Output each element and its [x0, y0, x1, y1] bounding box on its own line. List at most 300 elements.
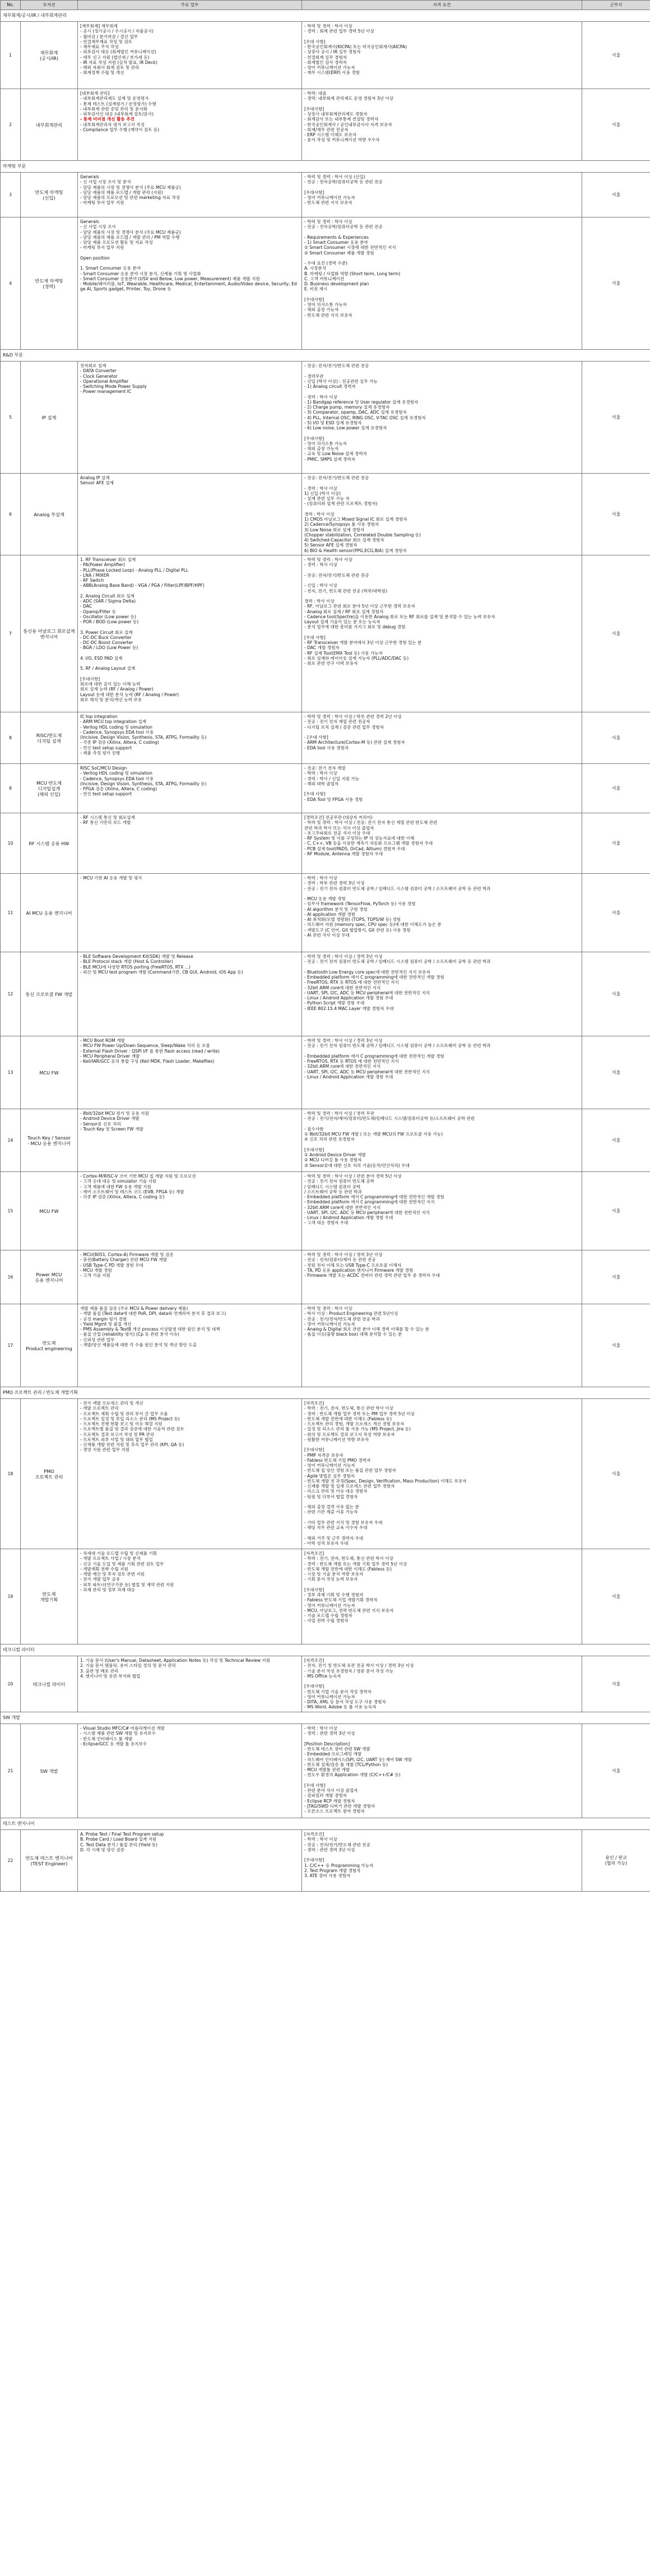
qualification-line: [304, 1049, 579, 1054]
qualification-line: [우대사항]: [304, 1447, 324, 1453]
qualification-line: - MCU 개발툴 관련 개발: [304, 1767, 350, 1772]
qualification-line: - 하드웨어 자원 (memory spec, CPU spec 등)에 대한 이해도가 높은 분: [304, 922, 442, 928]
qualification-line: - AI algorithm 분석 및 구현 경험: [304, 906, 368, 912]
duty-line: - Eclipse/GCC 등 개발 툴 유지보수: [80, 1741, 147, 1746]
duty-line: - 신 사업 시장 조사: [80, 224, 116, 230]
duty-line: - 연산 test setup support: [80, 745, 132, 750]
qualification-line: [304, 1515, 579, 1520]
qualification-line: [304, 578, 579, 583]
qualification-line: - 분석 업무에 대한 흥미를 가지고 회로 및 debug 경험: [304, 624, 406, 630]
qualification-line: - Embedded platform 에서 C programming에 대한 전반적인 지식: [304, 1199, 435, 1205]
section-label: R&D 부문: [1, 350, 650, 362]
duty-line: - Operational Amplifier: [80, 378, 129, 384]
qualification-line: - 1) Smart Consumer 응용 분야: [304, 240, 368, 245]
qualification-line: - 영어 의사소통 가능자: [304, 441, 347, 446]
duty-line: - 프로젝트 진행 현황 보고 및 이슈 해결 지원: [80, 1421, 162, 1426]
job-number: 17: [1, 1304, 21, 1387]
job-duties: [78, 952, 302, 1036]
qualification-line: Layout 설계 기술이 있는 분 또는 능숙자: [304, 619, 380, 624]
qualification-line: - 반도체 개발 전 과정(Spec, Design, Verification, Mass Production) 이해도 보유자: [304, 1478, 467, 1484]
qualification-line: - 신입 (학사 이상) : 전공관련 실무 가능: [304, 378, 378, 384]
duty-line: 4. 엔지니어 및 유관 부서와 협업: [80, 1673, 141, 1679]
duty-line: - Power management IC: [80, 389, 132, 395]
duty-line: - 세무 신고 지원 (법인세 / 부가세 등): [80, 54, 150, 60]
qualification-line: - TA, PD 응용 application 엔지니어 Firmware 개발 경험: [304, 1267, 414, 1273]
job-duties: [78, 1109, 302, 1172]
qualification-line: - 전원 전자 이해 또는 USB Type-C 프로토콜 이해자: [304, 1262, 402, 1268]
qualification-line: [Position Description]: [304, 1741, 350, 1746]
duty-line: - 회계정책 수립 및 개선: [80, 70, 124, 76]
duty-line: - 담당 제품 프로모션 활동 및 자료 작성: [80, 240, 153, 245]
qualification-line: - Fabless 반도체 기업 개발기획 경력자: [304, 1597, 378, 1603]
qualification-line: - 반도체 설계/검증 툴 개발 (TCL/Python 등): [304, 1762, 388, 1767]
qualification-line: [304, 568, 579, 573]
qualification-line: - 영어 의사소통 가능자: [304, 302, 347, 307]
qualification-line: - RF System 및 이를 구성하는 IP 의 성능지표에 대한 이해: [304, 836, 415, 841]
qualification-line: - 2) Charge pump, memory 설계 유경험자: [304, 405, 390, 410]
job-duties: [78, 22, 302, 89]
duty-line: 회로 설계 능력 (RF / Analog / Power): [80, 687, 154, 692]
duty-line: - Smart Consumer 응용 분야 시장 분석, 신제품 기획 및 사업화: [80, 271, 201, 276]
qualification-line: - 학력 및 경력 : 학사 이상 / 경력 3년 이상: [304, 1252, 383, 1257]
qualification-line: ① Android Device Driver 개발: [304, 1152, 366, 1157]
job-title: Touch Key / Sensor - MCU 응용 엔지니어: [21, 1109, 78, 1172]
qualification-line: C. 고객 커뮤니케이션: [304, 276, 345, 281]
duty-line: [80, 624, 299, 629]
qualification-line: - 학력 및 경력 : 학사 이상 / 경력 3년 이상: [304, 954, 383, 959]
job-title: MCU 반도체 디지털설계 (해외 신입): [21, 764, 78, 813]
qualification-line: - 전공 : 전자공학/컴퓨터공학 등 관련 전공: [304, 179, 383, 185]
qualification-line: - 경력 : 학사 이상: [304, 485, 337, 491]
qualification-line: - 회의 및 프로젝트 결과 보고서 작성 역량 보유자: [304, 1431, 395, 1437]
job-qualifications: [302, 1549, 582, 1644]
qualification-line: - 초고주파회로 전공 석사 이상 우대: [304, 830, 370, 836]
job-row: [1, 952, 650, 1036]
section-label: PMO 프로젝트 관리 / 반도체 개발기획: [1, 1387, 650, 1399]
qualification-line: - 경력 : 학사 이상: [304, 562, 337, 568]
duty-line: - 내부회계 관련 증빙 관리 및 문서화: [80, 106, 147, 112]
duty-line: - USB Type-C PD 개발 경험 우대: [80, 1262, 143, 1268]
qualification-line: [304, 230, 579, 235]
job-row: [1, 712, 650, 764]
qualification-line: - 경력 : 회계 관련 업무 경력 5년 이상: [304, 29, 374, 34]
job-location: 서울: [582, 362, 650, 474]
qualification-line: - 반도체 개발 전반에 대한 이해도 (Fabless 등): [304, 1416, 392, 1421]
qualification-line: B. 마케팅 / 사업화 역량 (Short term, Long term): [304, 271, 401, 276]
job-title: 반도체 테스트 엔지니어 (TEST Engineer): [21, 1830, 78, 1892]
job-row: [1, 764, 650, 813]
job-number: 4: [1, 217, 21, 350]
duty-line: - MCU 개발 경험: [80, 1267, 112, 1273]
qualification-line: - DAC 개발 경험자: [304, 645, 340, 651]
section-label: 마케팅 부문: [1, 161, 650, 173]
qualification-line: - Firmware 개발 또는 ACDC 컨버터 관련 경력 관련 업무 중 경력자 우대: [304, 1273, 440, 1278]
duty-line: - IR 자료 작성 지원 (실적 발표, IR Deck): [80, 59, 157, 65]
duty-line: - 고객 제품에 대한 FW 응용 개발 지원: [80, 1184, 151, 1189]
duty-line: - DATA Converter: [80, 368, 117, 374]
qualification-line: - 오픈소스 프로젝트 참여 경험자: [304, 1809, 365, 1814]
qualification-line: ② 신호 처리 관련 유경험자: [304, 1137, 355, 1142]
duty-line: - 마케팅 부서 업무 지원: [80, 200, 124, 206]
qualification-line: [자격조건]: [304, 1832, 324, 1837]
qualification-line: - UART, SPI, I2C, ADC 등 MCU peripheral에 대한 전반적인 지식: [304, 990, 430, 995]
qualification-line: 2. Test Program 개발 경험자: [304, 1868, 361, 1873]
qualification-line: - 전공: 전자/전기/반도체 관련 전공: [304, 363, 369, 368]
qualification-line: 3. ATE 장비 사용 경험자: [304, 1873, 351, 1878]
job-duties: [78, 1724, 302, 1818]
duty-line: - 해외 자회사 회계 검토 및 관리: [80, 65, 140, 70]
qualification-line: [304, 256, 579, 261]
qualification-line: - Fabless 반도체 기업 PMO 경력자: [304, 1457, 371, 1463]
job-duties: [78, 1656, 302, 1712]
job-location: 서울: [582, 173, 650, 217]
duty-line: - 전사 개발 업무 공유: [80, 1577, 120, 1582]
qualification-line: [우대사항]: [304, 1857, 324, 1863]
qualification-line: - 신입 : 학사 이상: [304, 583, 337, 589]
qualification-line: - 문서 작성 및 커뮤니케이션 역량 우수자: [304, 137, 380, 143]
job-row: [1, 1172, 650, 1250]
qualification-line: - MS Office 능숙자: [304, 1673, 341, 1679]
duty-line: D. 각 시제 및 양산 검증: [80, 1847, 125, 1852]
duty-line: - 프로젝트별 품질 및 결과 검증에 대한 기술적 관련 검토: [80, 1426, 184, 1432]
qualification-line: - 한국공인회계사(KICPA) 또는 미국공인회계사(AICPA): [304, 44, 407, 49]
qualification-line: [304, 430, 579, 435]
qualification-line: - 회로 설계와 레이아웃 설계 가능자 (PLL/ADC/DAC 등): [304, 655, 409, 661]
qualification-line: - 신제품 개발 및 설계 프로세스 관련 업무 경험자: [304, 1484, 395, 1489]
qualification-line: - 영어 커뮤니케이션 가능자: [304, 65, 355, 70]
qualification-line: [자격조건]: [304, 1401, 324, 1406]
duty-line: - BLE Software Development Kit(SDK) 개발 및 Release: [80, 954, 193, 959]
qualification-line: - 컴파일러 개발 경험자: [304, 1793, 347, 1799]
duty-line: - 경영 지원 관련 업무 지원: [80, 1447, 130, 1453]
duty-line: - Verilog HDL coding 및 simulation: [80, 724, 152, 730]
duty-line: 2. 기술 문서 템플릿, 용어 스타일 정의 및 문서 관리: [80, 1663, 176, 1669]
header-duty: 주요 업무: [78, 1, 302, 10]
job-qualifications: [302, 1304, 582, 1387]
qualification-line: - 경력 : 학부 관련 경력 3년 이상: [304, 881, 365, 886]
duty-line: - 월마감 / 분기마감 / 결산 업무: [80, 34, 138, 39]
qualification-line: - MS Word, Adobe 등 툴 사용 능숙자: [304, 1704, 377, 1710]
section-header-row: [1, 161, 650, 173]
duty-line: - 공정 margin 평가 경험: [80, 1316, 127, 1322]
duty-line: - 시스템 제품 관련 SW 개발 및 유지보수: [80, 1731, 156, 1736]
qualification-line: - 학력 및 경력 : 학사 이상: [304, 1306, 352, 1311]
job-qualifications: [302, 1830, 582, 1892]
qualification-line: - PCB 설계 tool(PADS, OrCad, Altium) 경험자 우대: [304, 846, 405, 851]
duty-line: - 각종 IP 검증 (Xilinx, Altera, C coding 등): [80, 1194, 165, 1199]
job-duties: [78, 1304, 302, 1387]
duty-line: - Verilog HDL coding 및 simulation: [80, 771, 152, 776]
duty-line: - 고객 응대 대응 및 simulator 기술 지원: [80, 1179, 157, 1184]
duty-line: - 재무제표 주석 작성: [80, 44, 119, 49]
qualification-line: - AI application 개발 경험: [304, 911, 356, 917]
qualification-line: / 소프트웨어 공학 등 관련 학과: [304, 1189, 362, 1194]
duty-line: - DC-DC Boost Converter: [80, 640, 133, 645]
qualification-line: - 반도체 개발 전반에 대한 이해도 (Fabless 등): [304, 1566, 392, 1572]
qualification-line: - Embedded platform 에서 C programming에 대한 전반적인 개발 경험: [304, 1194, 444, 1199]
job-number: 16: [1, 1250, 21, 1304]
duty-line: - 연결재무제표 작성 및 검토: [80, 39, 133, 44]
job-number: 2: [1, 89, 21, 161]
duty-line: - 프로젝트 일정 및 투입 리소스 관리 (MS Project 등): [80, 1416, 180, 1421]
duty-line: - 통제 미비점 개선 활동 추진: [80, 117, 135, 122]
job-duties: [78, 764, 302, 813]
qualification-line: - 경력 : 학사 / 신입 지원 가능: [304, 776, 360, 781]
job-duties: [78, 1172, 302, 1250]
header-qualification: 자격 요건: [302, 1, 582, 10]
qualification-line: - 반도체 관련 지식 보유자: [304, 200, 352, 206]
job-row: [1, 217, 650, 350]
qualification-line: [304, 1778, 579, 1783]
job-row: [1, 173, 650, 217]
qualification-line: - 32bit ARM core에 대한 전반적인 지식: [304, 1204, 381, 1210]
qualification-line: - 관련 분야 석사 이상 졸업자: [304, 1788, 358, 1793]
job-qualifications: [302, 217, 582, 350]
job-row: [1, 22, 650, 89]
duty-line: - ABB(Analog Base Band) - VGA / PGA / Filter(LPF/BPF/HPF): [80, 583, 205, 589]
qualification-line: [우대 사항]: [304, 1782, 326, 1788]
qualification-line: - 해외 출장 가능자: [304, 446, 339, 451]
job-number: 6: [1, 474, 21, 555]
duty-line: Sensor AFE 설계: [80, 480, 114, 486]
job-qualifications: [302, 952, 582, 1036]
job-location: 서울: [582, 1250, 650, 1304]
qualification-line: - 임무사 framework (TensorFlow, PyTorch 등) 사용 경험: [304, 901, 416, 907]
duty-line: Generals: [80, 174, 99, 179]
job-title: MCU FW: [21, 1036, 78, 1109]
job-qualifications: [302, 1036, 582, 1109]
job-location: 서울: [582, 555, 650, 712]
qualification-line: - 해외 출장 가능자: [304, 307, 339, 313]
qualification-line: - Linux / Android Application 개발 경험 우대: [304, 1215, 393, 1220]
job-qualifications: [302, 712, 582, 764]
duty-line: - Visual Studio MFC/C# 어플리케이션 개발: [80, 1726, 165, 1731]
qualification-line: - 전공 : 전기 전자 컴퓨터 반도체 공학 / 임베디드 시스템 컴퓨터 공학 / 소프트웨어 공학 등 관련 학과: [304, 959, 491, 965]
qualification-line: [우대사항]: [304, 189, 324, 195]
duty-line: - 각종 IP 검증 (Xilinx, Altera, C coding): [80, 740, 159, 745]
job-location: 용인 / 판교 (협의 가능): [582, 1830, 650, 1892]
qualification-line: - 학력 : 학사 이상: [304, 1726, 337, 1731]
qualification-line: - EDA tool 사용 경험자: [304, 745, 349, 750]
duty-line: - 담당 제품의 프로모션 및 관련 marketing 자료 작성: [80, 195, 180, 200]
job-number: 13: [1, 1036, 21, 1109]
duty-line: - 담당 제품의 제품 로드맵 / 개발 관리 (지원): [80, 189, 163, 195]
qualification-line: [우대 사항]: [304, 39, 326, 44]
qualification-line: - 6) Low noise, Low power 설계 유경험자: [304, 425, 387, 430]
duty-line: [80, 261, 299, 266]
qualification-line: - 상장사 공시 / IR 실무 경험자: [304, 49, 361, 55]
job-qualifications: [302, 1172, 582, 1250]
job-title: RF 시스템 응용 HW: [21, 813, 78, 874]
job-qualifications: [302, 1724, 582, 1818]
qualification-line: - 학력 및 경력 : 학사 이상 / 경력 무관: [304, 1111, 374, 1116]
job-number: 7: [1, 555, 21, 712]
job-row: [1, 1399, 650, 1549]
duty-line: - Smart Consumer 응용분야 (USV and Below, Low power, Measurement) 제품 개발 지원: [80, 276, 260, 281]
job-qualifications: [302, 22, 582, 89]
job-qualifications: [302, 813, 582, 874]
qualification-line: - Bluetooth Low Energy core spec에 대한 전반적인 지식 보유자: [304, 969, 430, 975]
duty-line: 4. I/O, ESD PAD 설계: [80, 655, 123, 661]
job-title: IP 설계: [21, 362, 78, 474]
qualification-line: E. 비전 제시: [304, 286, 328, 292]
qualification-line: [304, 1530, 579, 1535]
job-duties: [78, 813, 302, 874]
duty-line: - 신제품 개발 관련 지원 및 후속 업무 관리 (KPI, QA 등): [80, 1442, 184, 1447]
qualification-line: - 전공: 전기 전자 계열: [304, 766, 346, 771]
job-number: 18: [1, 1399, 21, 1549]
job-location: 서울: [582, 874, 650, 952]
duty-line: - MCU FW Power Up/Down Sequence, Sleep/Wake 처리 등 흐름: [80, 1043, 210, 1049]
qualification-line: - 일정 및 리소스 관리 툴 사용 가능 (MS Project, Jira 등): [304, 1426, 411, 1432]
job-duties: [78, 474, 302, 555]
qualification-line: - 관련 기관 제출 서류 가능자: [304, 1509, 358, 1515]
qualification-line: - Agile 방법론 실무 경험자: [304, 1473, 355, 1479]
duty-line: - 개발 프로젝트 관리: [80, 1406, 119, 1411]
qualification-line: - 학력 및 경력 : 학사 이상 / 학부 관련 경력 2년 이상: [304, 714, 402, 719]
duty-line: - 품질 산업 (reliability 평가) (Cp 등 관련 분석 이슈): [80, 1332, 179, 1337]
table-header-row: [1, 1, 650, 10]
duty-line: - Android Device Driver 개발: [80, 1116, 140, 1122]
qualification-line: - 기타 업무 관련 지식 및 경험 보유자 우대: [304, 1519, 383, 1525]
duty-line: - Touch Key 및 Screen FW 개발: [80, 1126, 143, 1132]
qualification-line: - 경력무관: [304, 373, 324, 379]
job-number: 15: [1, 1172, 21, 1250]
duty-line: - MCU Peripheral Driver 개발: [80, 1053, 140, 1059]
duty-line: - 전사 개발 프로세스 관리 및 개선: [80, 1401, 143, 1406]
qualification-line: ① 8bit/32bit MCU FW 개발 ( 또는 개발 MCU의 FW 프로토콜 사용 가능): [304, 1132, 443, 1137]
job-number: 3: [1, 173, 21, 217]
qualification-line: - 교육 및 Low Noise 설계 경력자: [304, 451, 367, 457]
job-qualifications: [302, 362, 582, 474]
duty-line: - 담당 제품의 시장 및 경쟁사 분석 (주요 MCU 제품군): [80, 229, 181, 235]
qualification-line: - 한국공인회계사 / 공인내부감사사 자격 보유자: [304, 122, 392, 127]
qualification-line: - Embedded 프로그래밍 개발: [304, 1752, 362, 1757]
job-title: MCU FW: [21, 1172, 78, 1250]
job-location: 서울: [582, 22, 650, 89]
qualification-line: [304, 630, 579, 635]
qualification-line: - 회계/재무 관련 전공자: [304, 127, 349, 132]
duty-line: - BGR / LDO (Low Power 등): [80, 645, 138, 651]
duty-line: B. Probe Card / Load Board 설계 지원: [80, 1837, 157, 1842]
duty-line: - 8bit/32bit MCU 평가 및 응용 지원: [80, 1111, 149, 1116]
qualification-line: - (컴퓨터와 설계 관련 프로젝트 경험자): [304, 501, 378, 507]
section-label: 재무회계/공시/IR / 내부회계관리: [1, 10, 650, 22]
qualification-line: - 반도체 관련 지식 보유자: [304, 312, 352, 318]
header-location: 근무지: [582, 1, 650, 10]
qualification-line: - 학력 : 전기, 전자, 반도체, 통신 관련 학사 이상: [304, 1556, 393, 1562]
job-duties: [78, 1036, 302, 1109]
job-qualifications: [302, 1656, 582, 1712]
job-number: 11: [1, 874, 21, 952]
qualification-line: 4) Switched-Capacitor 회로 설계 경험자: [304, 538, 384, 543]
qualification-line: - UART, SPI, I2C, ADC 등 MCU peripheral에 대한 전반적인 지식: [304, 1210, 430, 1215]
job-number: 12: [1, 952, 21, 1036]
job-location: 서울: [582, 89, 650, 161]
qualification-line: - 영어 커뮤니케이션 가능자: [304, 1321, 355, 1327]
qualification-line: - 학사 이상 : Product Engineering 관련 5년이상: [304, 1311, 398, 1317]
qualification-line: - IEEE 802.15.4 MAC Layer 개발 경험자 우대: [304, 1006, 394, 1011]
job-title: 반도체 Product engineering: [21, 1304, 78, 1387]
qualification-line: - 윈도우 환경의 Application 개발 (C/C++/C# 등): [304, 1772, 401, 1778]
qualification-line: [304, 480, 579, 485]
job-title: 재무회계 (공시/IR): [21, 22, 78, 89]
job-qualifications: [302, 874, 582, 952]
section-label: 테크니컬 라이터: [1, 1644, 650, 1656]
qualification-line: [우대사항]: [304, 1587, 324, 1592]
job-duties: [78, 89, 302, 161]
qualification-line: 2) Cadence/Synopsys 툴 사용 경험자: [304, 522, 379, 527]
qualification-line: - 회계감사 또는 내부통제 컨설팅 경력자: [304, 117, 379, 122]
job-row: [1, 813, 650, 874]
job-location: 서울: [582, 1656, 650, 1712]
duty-line: - 충전(Battery Charger) 관련 MCU FW 개발: [80, 1257, 167, 1263]
qualification-line: - 전공 : 전기 전자 컴퓨터 반도체 공학 / 임베디드 시스템 컴퓨터 공학 / 소프트웨어 공학 등 관련 학과: [304, 886, 491, 891]
job-number: 22: [1, 1830, 21, 1892]
job-location: 서울: [582, 1036, 650, 1109]
qualification-line: - MCU 응용 개발 경험: [304, 896, 346, 901]
qualification-line: - 상장사 내부회계관리제도 경험자: [304, 112, 368, 117]
job-duties: [78, 1830, 302, 1892]
duty-line: - 신 사업 시장 조사 및 분석: [80, 179, 131, 185]
qualification-line: - 전공 : 전기/전자/반도체 관련 전공 학과: [304, 1316, 380, 1322]
qualification-line: - 3) Comparator, opamp, DAC, ADC 설계 유경험자: [304, 410, 407, 415]
qualification-line: - [우대 사항]: [304, 735, 328, 740]
qualification-line: 1) 신입 (학사 이상): [304, 490, 341, 496]
duty-line: 2. Analog Circuit 회로 설계: [80, 593, 134, 599]
job-duties: [78, 217, 302, 350]
qualification-line: [304, 730, 579, 735]
qualification-line: / 임베디드 시스템 컴퓨터 공학: [304, 1184, 361, 1189]
qualification-line: 경력 : 학사 이상: [304, 511, 335, 517]
job-duties: [78, 874, 302, 952]
qualification-line: - 시장 및 기술 분석 역량 보유자: [304, 1572, 364, 1577]
qualification-line: - 기술 문서 작성 유경험자 / 영문 문서 작성 가능: [304, 1668, 394, 1674]
duty-line: - PA(Power Amplifier): [80, 562, 125, 568]
duty-line: Generals: [80, 219, 99, 224]
duty-line: - Switching Mode Power Supply: [80, 384, 147, 389]
qualification-line: - DITA, XML 등 문서 작성 도구 사용 경험자: [304, 1699, 386, 1704]
job-duties: [78, 1250, 302, 1304]
qualification-line: - FreeRTOS, RTX 등 RTOS 에 대한 전반적인 지식: [304, 1059, 399, 1064]
qualification-line: - 프로젝트 관리 경험, 개발 프로세스 개선 경험 보유자: [304, 1421, 405, 1426]
qualification-line: [304, 1499, 579, 1504]
qualification-line: - 기획 문서 작성 능력 보유자: [304, 1577, 358, 1582]
job-title: Power MCU 응용 엔지니어: [21, 1250, 78, 1304]
qualification-line: - 전공 : 전기/전자/제어/컴퓨터/반도체/임베디드 시스템/컴퓨터공학 등/소프트웨어 공학 관련: [304, 1116, 475, 1122]
qualification-line: - 학력 및 경력 : 학사 이상: [304, 24, 352, 29]
duty-line: - PLL(Phase Locked Loop) - Analog PLL / Digital PLL: [80, 567, 189, 573]
job-location: 서울: [582, 1549, 650, 1644]
duty-line: - BLE Protocol stack 개발 (Host & Controller): [80, 959, 173, 965]
duty-line: 전자회로 설계: [80, 363, 106, 368]
duty-line: - FPGA 검증 (Xilinx, Altera, C coding): [80, 786, 157, 791]
duty-line: - Keil/IAR/GCC 등의 통합 구성 (Keil MDK, Flash Loader, Makefiles): [80, 1059, 215, 1064]
qualification-line: 5) Sensor AFE 설계 경험자: [304, 543, 357, 548]
duty-line: - Clock Generator: [80, 373, 118, 379]
qualification-line: - 학력 및 경력 : 학사 이상 / 관련 분야 경력 5년 이상: [304, 1174, 402, 1179]
qualification-line: - 경력 : 반도체 개발 또는 개발 기획 업무 경력 5년 이상: [304, 1561, 407, 1567]
job-location: 서울: [582, 1304, 650, 1387]
job-location: 서울: [582, 1172, 650, 1250]
job-number: 20: [1, 1656, 21, 1712]
qualification-line: - 고객 대응 경험자 우대: [304, 1220, 349, 1226]
qualification-line: - 경력 : 반도체 개발 업무 경력 또는 PM 업무 경력 5년 이상: [304, 1411, 415, 1416]
duty-line: - Cortex-M/RISC-V 코어 기반 MCU 칩 개발 지원 및 프로모션: [80, 1174, 196, 1179]
qualification-line: [304, 1122, 579, 1127]
job-row: [1, 89, 650, 161]
duty-line: - RF 시스템 통신 및 회로설계: [80, 815, 135, 820]
